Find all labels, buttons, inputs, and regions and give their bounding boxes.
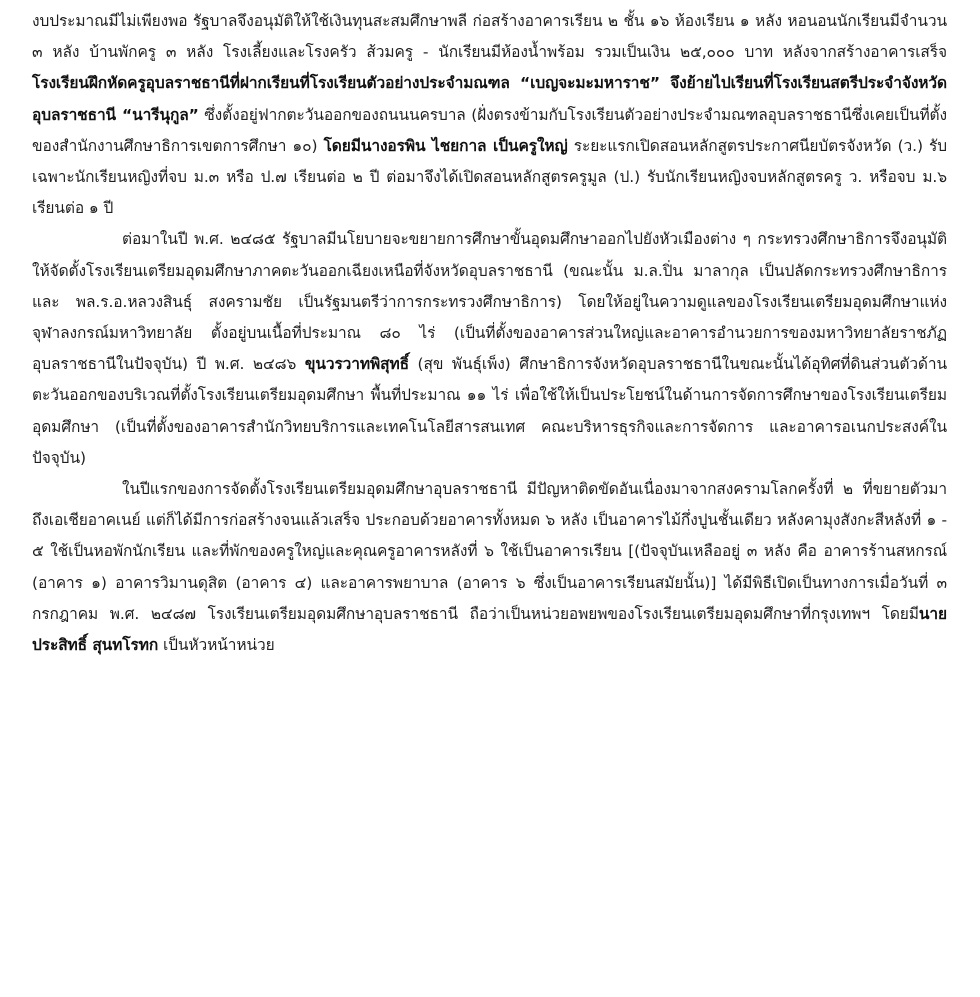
text-run: ระยะแรกเปิดสอนหลักสูตรประกาศนียบัตรจังหวัด (ว.) รับเฉพาะนักเรียนหญิงที่จบ ม.๓ หรือ ป.๗ เรียนต่อ ๒ ปี ต่อมาจึงได้เปิดสอนหลักสูตรครูมูล (ป.) รับนักเรียนหญิงจบหลักสูตรครู ว. หรือจบ ม.๖ เรียนต่อ ๑ ปี (32, 136, 947, 218)
text-run: ต่อมาในปี พ.ศ. ๒๔๘๕ รัฐบาลมีนโยบายจะขยายการศึกษาขั้นอุดมศึกษาออกไปยังหัวเมืองต่าง ๆ กระทรวงศึกษาธิการจึงอนุมัติให้จัดตั้งโรงเรียนเตรียมอุดมศึกษาภาคตะวันออกเฉียงเหนือที่จังหวัดอุบลราชธานี (ขณะนั้น ม.ล.ปิ่น มาลากุล เป็นปลัดกระทรวงศึกษาธิการ และ พล.ร.อ.หลวงสินธุ์ สงครามชัย เป็นรัฐมนตรีว่าการกระทรวงศึกษาธิการ) โดยให้อยู่ในความดูแลของโรงเรียนเตรียมอุดมศึกษาแห่งจุฬาลงกรณ์มหาวิทยาลัย ตั้งอยู่บนเนื้อที่ประมาณ ๘๐ ไร่ (เป็นที่ตั้งของอาคารส่วนใหญ่และอาคารอำนวยการของมหาวิทยาลัยราชภัฏอุบลราชธานีในปัจจุบัน) ปี พ.ศ. ๒๔๘๖ (32, 230, 947, 374)
paragraph-3 (32, 474, 947, 661)
text-run: งบประมาณมีไม่เพียงพอ รัฐบาลจึงอนุมัติให้ใช้เงินทุนสะสมศึกษาพลี ก่อสร้างอาคารเรียน ๒ ชั้น ๑๖ ห้องเรียน ๑ หลัง หอนอนนักเรียนมีจำนวน ๓ หลัง บ้านพักครู ๓ หลัง โรงเลี้ยงและโรงครัว ส้วมครู - นักเรียนมีห้องน้ำพร้อม รวมเป็นเงิน ๒๕,๐๐๐ บาท หลังจากสร้างอาคารเสร็จ (32, 12, 947, 62)
text-run: (สุข พันธุ์เพ็ง) ศึกษาธิการจังหวัดอุบลราชธานีในขณะนั้นได้อุทิศที่ดินส่วนตัวด้านตะวันออกของบริเวณที่ตั้งโรงเรียนเตรียมอุดมศึกษา พื้นที่ประมาณ ๑๑ ไร่ เพื่อใช้ให้เป็นประโยชน์ในด้านการจัดการศึกษาของโรงเรียนเตรียมอุดมศึกษา (เป็นที่ตั้งของอาคารสำนักวิทยบริการและเทคโนโลยีสารสนเทศ คณะบริหารธุรกิจและการจัดการ และอาคารอเนกประสงค์ในปัจจุบัน) (32, 355, 947, 467)
bold-text-run: ขุนวรวาทพิสุทธิ์ (304, 355, 409, 374)
text-run: เป็นหัวหน้าหน่วย (158, 636, 275, 655)
bold-text-run: นายประสิทธิ์ สุนทโรทก (32, 604, 947, 655)
bold-text-run: โรงเรียนฝึกหัดครูอุบลราชธานีที่ฝากเรียนที่โรงเรียนตัวอย่างประจำมณฑล “เบญจะมะมหาราช” จึงย้ายไปเรียนที่โรงเรียนสตรีประจำจังหวัดอุบลราชธานี “นารีนุกูล” (32, 74, 947, 124)
document-body (32, 6, 947, 661)
paragraph-1 (32, 6, 947, 224)
text-run: ในปีแรกของการจัดตั้งโรงเรียนเตรียมอุดมศึกษาอุบลราชธานี มีปัญหาติดขัดอันเนื่องมาจากสงครามโลกครั้งที่ ๒ ที่ขยายตัวมาถึงเอเชียอาคเนย์ แต่ก็ได้มีการก่อสร้างจนแล้วเสร็จ ประกอบด้วยอาคารทั้งหมด ๖ หลัง เป็นอาคารไม้กึ่งปูนชั้นเดียว หลังคามุงสังกะสีหลังที่ ๑ - ๕ ใช้เป็นหอพักนักเรียน และที่พักของครูใหญ่และคุณครูอาคารหลังที่ ๖ ใช้เป็นอาคารเรียน [(ปัจจุบันเหลืออยู่ ๓ หลัง คือ อาคารร้านสหกรณ์ (อาคาร ๑) อาคารวิมานดุสิต (อาคาร ๔) และอาคารพยาบาล (อาคาร ๖ ซึ่งเป็นอาคารเรียนสมัยนั้น)] ได้มีพิธีเปิดเป็นทางการเมื่อวันที่ ๓ กรกฎาคม พ.ศ. ๒๔๘๗ โรงเรียนเตรียมอุดมศึกษาอุบลราชธานี ถือว่าเป็นหน่วยอพยพของโรงเรียนเตรียมอุดมศึกษาที่กรุงเทพฯ โดยมี (32, 480, 947, 623)
text-run: ซึ่งตั้งอยู่ฟากตะวันออกของถนนนครบาล (ฝั่งตรงข้ามกับโรงเรียนตัวอย่างประจำมณฑลอุบลราชธานีซึ่งเคยเป็นที่ตั้งของสำนักงานศึกษาธิการเขตการศึกษา ๑๐) (32, 105, 947, 155)
paragraph-2 (32, 224, 947, 474)
bold-text-run: โดยมีนางอรพิน ไชยกาล เป็นครูใหญ่ (323, 136, 568, 155)
